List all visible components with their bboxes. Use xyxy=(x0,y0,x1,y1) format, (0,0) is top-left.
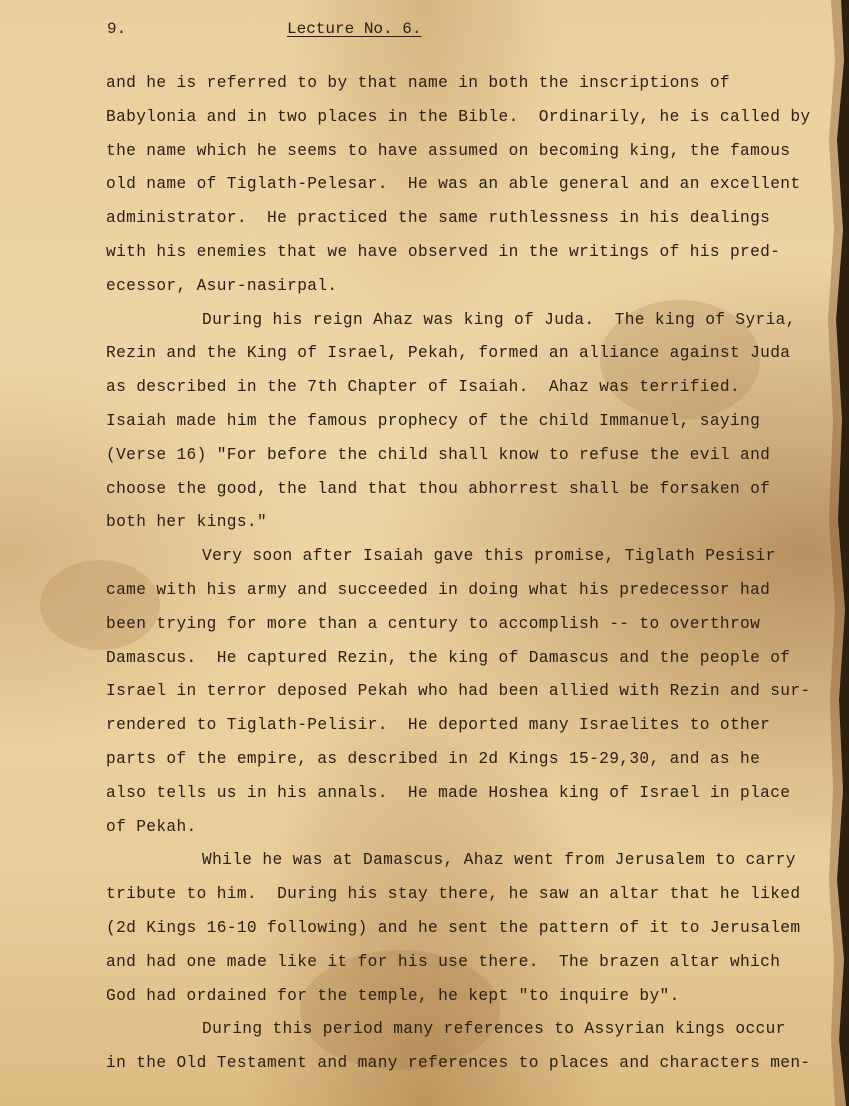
text-line: old name of Tiglath-Pelesar. He was an able general and an excellent xyxy=(106,175,801,194)
text-line: rendered to Tiglath-Pelisir. He deported many Israelites to other xyxy=(106,716,771,735)
paragraph-first-line: During this period many references to Assyrian kings occur xyxy=(202,1020,786,1039)
paragraph-first-line: Very soon after Isaiah gave this promise, Tiglath Pesisir xyxy=(202,547,776,566)
page-header xyxy=(0,18,849,42)
text-line: Rezin and the King of Israel, Pekah, formed an alliance against Juda xyxy=(106,344,791,363)
text-line: and he is referred to by that name in both the inscriptions of xyxy=(106,74,730,92)
text-line: (Verse 16) "For before the child shall know to refuse the evil and xyxy=(106,445,771,464)
text-line: in the Old Testament and many references to places and characters men- xyxy=(106,1054,811,1073)
text-line: the name which he seems to have assumed on becoming king, the famous xyxy=(106,141,791,160)
text-line: both her kings." xyxy=(106,513,268,532)
text-line: Damascus. He captured Rezin, the king of Damascus and the people of xyxy=(106,648,791,667)
text-line: been trying for more than a century to accomplish -- to overthrow xyxy=(106,614,761,633)
text-line: tribute to him. During his stay there, he saw an altar that he liked xyxy=(106,885,801,904)
page-number: 9. xyxy=(107,20,127,38)
text-line: God had ordained for the temple, he kept "to inquire by". xyxy=(106,986,680,1005)
paragraph-first-line: During his reign Ahaz was king of Juda. The king of Syria, xyxy=(202,310,796,329)
text-line: (2d Kings 16-10 following) and he sent the pattern of it to Jerusalem xyxy=(106,918,801,937)
text-line: ecessor, Asur-nasirpal. xyxy=(106,276,338,295)
text-line: of Pekah. xyxy=(106,817,197,836)
text-line: Isaiah made him the famous prophecy of the child Immanuel, saying xyxy=(106,411,761,430)
text-line: administrator. He practiced the same ruthlessness in his dealings xyxy=(106,209,771,228)
text-line: Babylonia and in two places in the Bible. Ordinarily, he is called by xyxy=(106,107,811,126)
text-line: Israel in terror deposed Pekah who had been allied with Rezin and sur- xyxy=(106,682,811,701)
text-line: parts of the empire, as described in 2d Kings 15-29,30, and as he xyxy=(106,749,761,768)
text-line: as described in the 7th Chapter of Isaiah. Ahaz was terrified. xyxy=(106,378,741,397)
body-text xyxy=(106,67,821,1081)
torn-edge xyxy=(819,0,849,1106)
text-line: also tells us in his annals. He made Hoshea king of Israel in place xyxy=(106,783,791,802)
text-line: choose the good, the land that thou abhorrest shall be forsaken of xyxy=(106,479,771,498)
text-line: and had one made like it for his use there. The brazen altar which xyxy=(106,952,781,971)
lecture-title: Lecture No. 6. xyxy=(287,20,422,38)
text-line: came with his army and succeeded in doing what his predecessor had xyxy=(106,580,771,599)
text-line: with his enemies that we have observed in the writings of his pred- xyxy=(106,242,781,261)
paragraph-first-line: While he was at Damascus, Ahaz went from Jerusalem to carry xyxy=(202,851,796,870)
